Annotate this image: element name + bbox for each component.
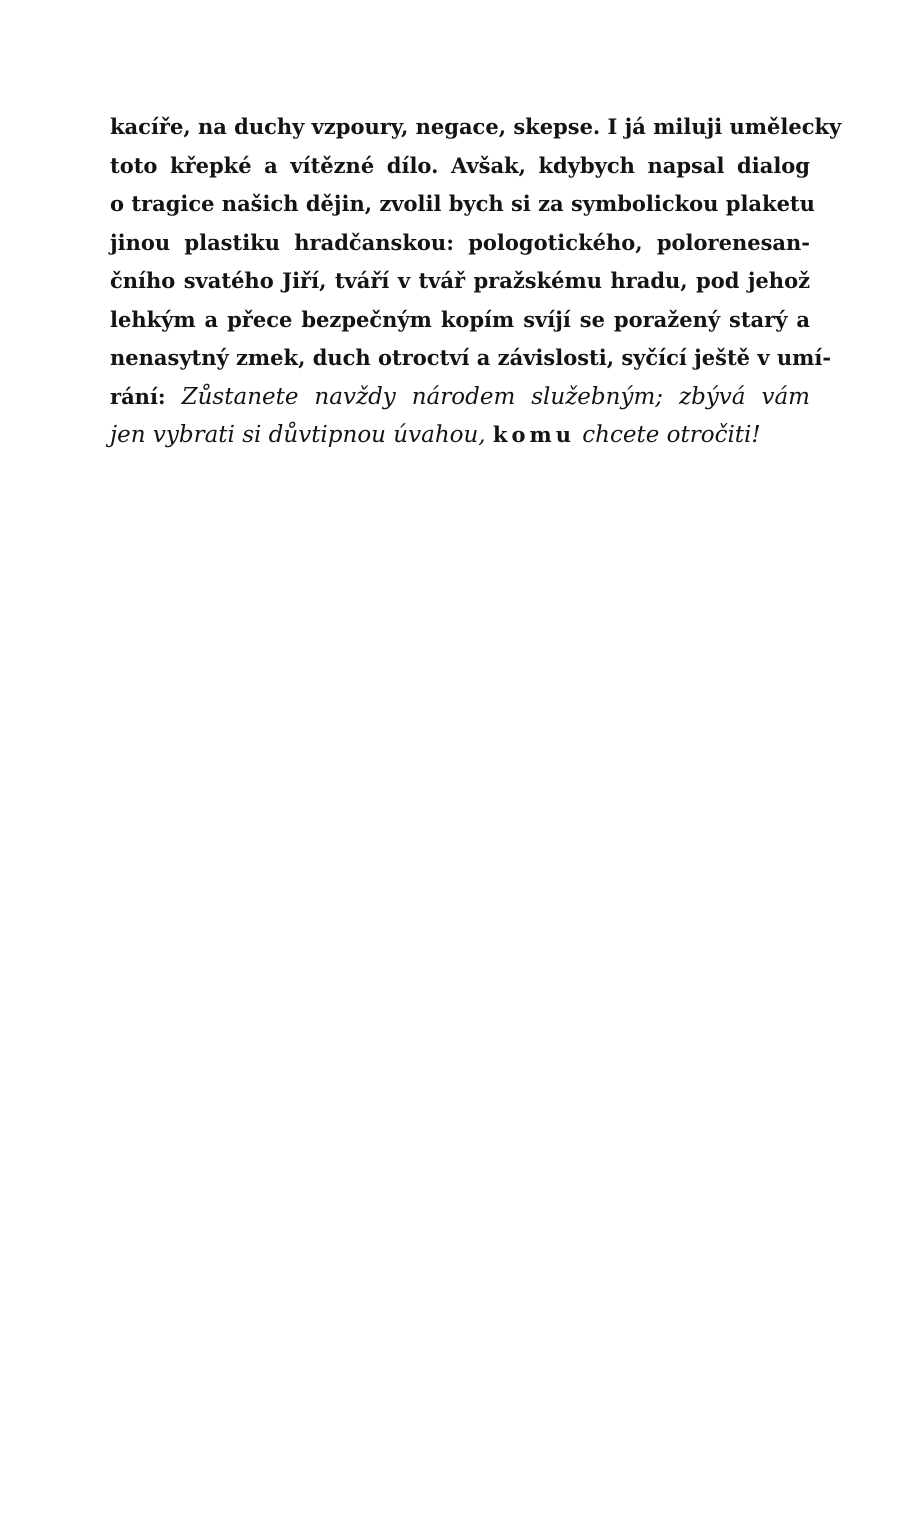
italic-quote: chcete otročiti!: [582, 422, 761, 448]
text-line-mixed: [110, 378, 810, 417]
text-line: kacíře, na duchy vzpoury, negace, skepse. I já miluji umělecky: [110, 114, 842, 139]
spaced-word: komu: [492, 422, 575, 447]
text-line: nenasytný zmek, duch otroctví a závislosti, syčící ještě v umí-: [110, 345, 832, 370]
text-line: čního svatého Jiří, tváří v tvář pražskému hradu, pod jehož: [110, 268, 810, 293]
text-line-mixed: [110, 416, 810, 455]
text-line: toto křepké a vítězné dílo. Avšak, kdybych napsal dialog: [110, 152, 810, 178]
text-line: jinou plastiku hradčanskou: pologotického, polorenesan-: [110, 229, 810, 255]
italic-quote: Zůstanete navždy národem služebným; zbývá vám: [181, 383, 810, 410]
italic-quote: jen vybrati si důvtipnou úvahou,: [110, 422, 486, 448]
text-line: lehkým a přece bezpečným kopím svíjí se poražený starý a: [110, 306, 810, 332]
text-line: o tragice našich dějin, zvolil bych si za symbolickou plaketu: [110, 191, 815, 216]
text-segment: rání:: [110, 383, 182, 409]
body-text: [110, 108, 842, 455]
